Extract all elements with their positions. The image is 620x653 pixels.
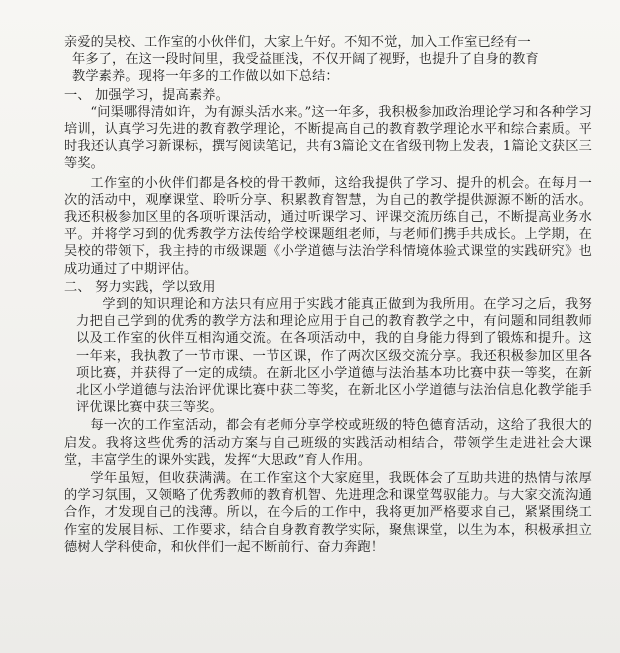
body-paragraph: “问渠哪得清如许，为有源头活水来。”这一年多，我积极参加政治理论学习和各种学习培训，认真学习先进的教育教学理论，不断提高自己的教育教学理论水平和综合素质。平时我还认真学习新课标，撰写阅读笔记，共有3篇论文在省级刊物上发表，1篇论文获区三等奖。 (64, 104, 592, 172)
section-heading: 二、 努力实践，学以致用 (64, 279, 216, 295)
opening-line: 教学素养。现将一年多的工作做以如下总结： (72, 69, 339, 85)
body-paragraph: 学年虽短，但收获满满。在工作室这个大家庭里，我既体会了互助共进的热情与浓厚的学习氛围，又领略了优秀教师的教育机智、先进理念和课堂驾驭能力。与大家交流沟通合作，才发现自己的浅薄。所以，在今后的工作中，我将更加严格要求自己，紧紧围绕工作室的发展目标、工作要求，结合自身教育教学实际，聚焦课堂，以生为本，积极承担立德树人学科使命，和伙伴们一起不断前行、奋力奔跑！ (64, 471, 592, 555)
section-heading: 一、 加强学习，提高素养。 (64, 87, 230, 103)
opening-line: 亲爱的吴校、工作室的小伙伴们，大家上午好。不知不觉，加入工作室已经有一 (64, 35, 531, 50)
opening-line: 年多了，在这一段时间里，我受益匪浅，不仅开阔了视野，也提升了自身的教育 (72, 52, 539, 68)
body-paragraph: 每一次的工作室活动，都会有老师分享学校或班级的特色德育活动，这给了我很大的启发。我将这些优秀的活动方案与自己班级的实践活动相结合，带领学生走进社会大课堂，丰富学生的课外实践，发挥“大思政”育人作用。 (64, 418, 592, 468)
body-paragraph: 工作室的小伙伴们都是各校的骨干教师，这给我提供了学习、提升的机会。在每月一次的活动中，观摩课堂、聆听分享、积累教育智慧，为自己的教学提供源源不断的活水。我还积极参加区里的各项听课活动，通过听课学习、评课交流历练自己，不断提高业务水平。并将学习到的优秀教学方法传给学校课题组老师，与老师们携手共成长。上学期，在吴校的带领下，我主持的市级课题《小学道德与法治学科情境体验式课堂的实践研究》也成功通过了中期评估。 (64, 175, 592, 277)
body-paragraph: 学到的知识理论和方法只有应用于实践才能真正做到为我所用。在学习之后，我努力把自己学到的优秀的教学方法和理论应用于自己的教育教学之中，有问题和同组教师以及工作室的伙伴互相沟通交流。在各项活动中，我的自身能力得到了锻炼和提升。这一年来，我执教了一节市课、一节区课，作了两次区级交流分享。我还积极参加区里各项比赛，并获得了一定的成绩。在新北区小学道德与法治基本功比赛中获一等奖，在新北区小学道德与法治评优课比赛中获二等奖，在新北区小学道德与法治信息化教学能手评优课比赛中获三等奖。 (76, 297, 592, 416)
summary-document (64, 34, 592, 556)
